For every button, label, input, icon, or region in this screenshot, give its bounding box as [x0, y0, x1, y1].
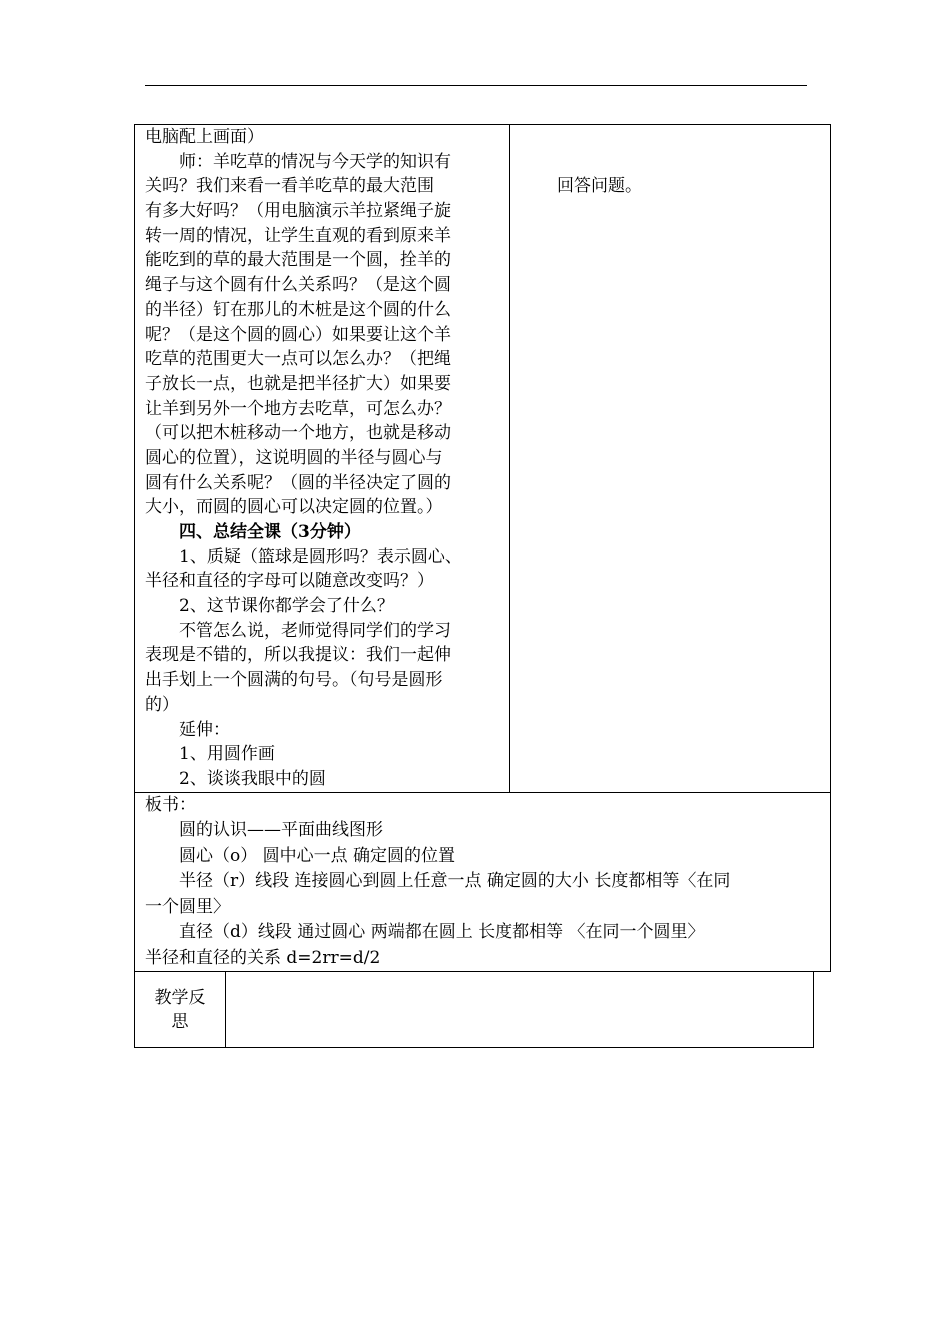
teacher-text-line: 能吃到的草的最大范围是一个圆，拴羊的 — [145, 250, 451, 271]
teacher-text-line: 有多大好吗？（用电脑演示羊拉紧绳子旋 — [145, 201, 451, 222]
teacher-text-line: 四、总结全课（3分钟） — [179, 522, 361, 542]
teacher-text-line: 让羊到另外一个地方去吃草，可怎么办？ — [145, 398, 451, 419]
student-activity-cell — [510, 125, 831, 793]
board-text-line: 半径（r）线段 连接圆心到圆上任意一点 确定圆的大小 长度都相等〈在同 — [179, 871, 731, 892]
teacher-text-line: 的） — [145, 694, 179, 715]
teacher-text-line: 表现是不错的，所以我提议：我们一起伸 — [145, 645, 451, 666]
teacher-text-line: 不管怎么说，老师觉得同学们的学习 — [179, 620, 451, 641]
teacher-text-line: 1、质疑（篮球是圆形吗？表示圆心、 — [179, 546, 462, 567]
reflection-label-cell — [135, 972, 226, 1048]
activity-row — [135, 125, 831, 793]
teacher-text-line: 的半径）钉在那儿的木桩是这个圆的什么 — [145, 299, 451, 320]
board-text-line: 直径（d）线段 通过圆心 两端都在圆上 长度都相等 〈在同一个圆里〉 — [179, 922, 705, 943]
teacher-text-line: 绳子与这个圆有什么关系吗？（是这个圆 — [145, 275, 451, 296]
reflection-table — [134, 971, 814, 1048]
teacher-text-line: 转一周的情况，让学生直观的看到原来羊 — [145, 225, 451, 246]
board-text-line: 圆心（o） 圆中心一点 确定圆的位置 — [179, 845, 456, 866]
board-text-line: 半径和直径的关系 d=2rr=d/2 — [145, 947, 381, 968]
teacher-text-line: 子放长一点，也就是把半径扩大）如果要 — [145, 373, 451, 394]
teacher-text-line: 吃草的范围更大一点可以怎么办？（把绳 — [145, 349, 451, 370]
teacher-text-line: 半径和直径的字母可以随意改变吗？） — [145, 571, 434, 592]
teacher-text-line: 延伸： — [179, 719, 230, 740]
board-text-line: 一个圆里〉 — [145, 896, 230, 917]
teacher-text-line: 大小，而圆的圆心可以决定圆的位置。） — [145, 497, 443, 518]
teacher-text-line: 电脑配上画面） — [145, 127, 264, 147]
reflection-label-line2: 思 — [171, 1011, 189, 1032]
teacher-text-line: 2、这节课你都学会了什么？ — [179, 596, 394, 617]
student-answer: 回答问题。 — [557, 176, 642, 196]
teacher-text-line: 圆有什么关系呢？（圆的半径决定了圆的 — [145, 472, 451, 493]
teacher-activity-text — [145, 125, 503, 792]
reflection-content-cell — [226, 972, 814, 1048]
teacher-text-line: 师：羊吃草的情况与今天学的知识有 — [179, 151, 451, 172]
board-writing-cell — [135, 792, 831, 972]
board-row — [135, 792, 831, 972]
teacher-text-line: 1、用圆作画 — [179, 744, 275, 765]
lesson-plan-table — [134, 124, 831, 972]
teacher-text-line: 呢？（是这个圆的圆心）如果要让这个羊 — [145, 324, 451, 345]
reflection-row — [135, 972, 814, 1048]
reflection-label-line1: 教学反 — [154, 987, 206, 1008]
teacher-text-line: 2、谈谈我眼中的圆 — [179, 768, 326, 789]
header-rule — [145, 85, 807, 86]
board-text-line: 板书： — [145, 794, 196, 815]
board-text-line: 圆的认识——平面曲线图形 — [179, 820, 383, 841]
board-writing-text — [145, 793, 824, 972]
teacher-text-line: 出手划上一个圆满的句号。（句号是圆形 — [145, 670, 443, 691]
teacher-activity-cell — [135, 125, 510, 793]
teacher-text-line: 圆心的位置），这说明圆的半径与圆心与 — [145, 447, 443, 468]
teacher-text-line: （可以把木桩移动一个地方，也就是移动 — [145, 423, 451, 444]
teacher-text-line: 关吗？我们来看一看羊吃草的最大范围 — [145, 176, 434, 197]
